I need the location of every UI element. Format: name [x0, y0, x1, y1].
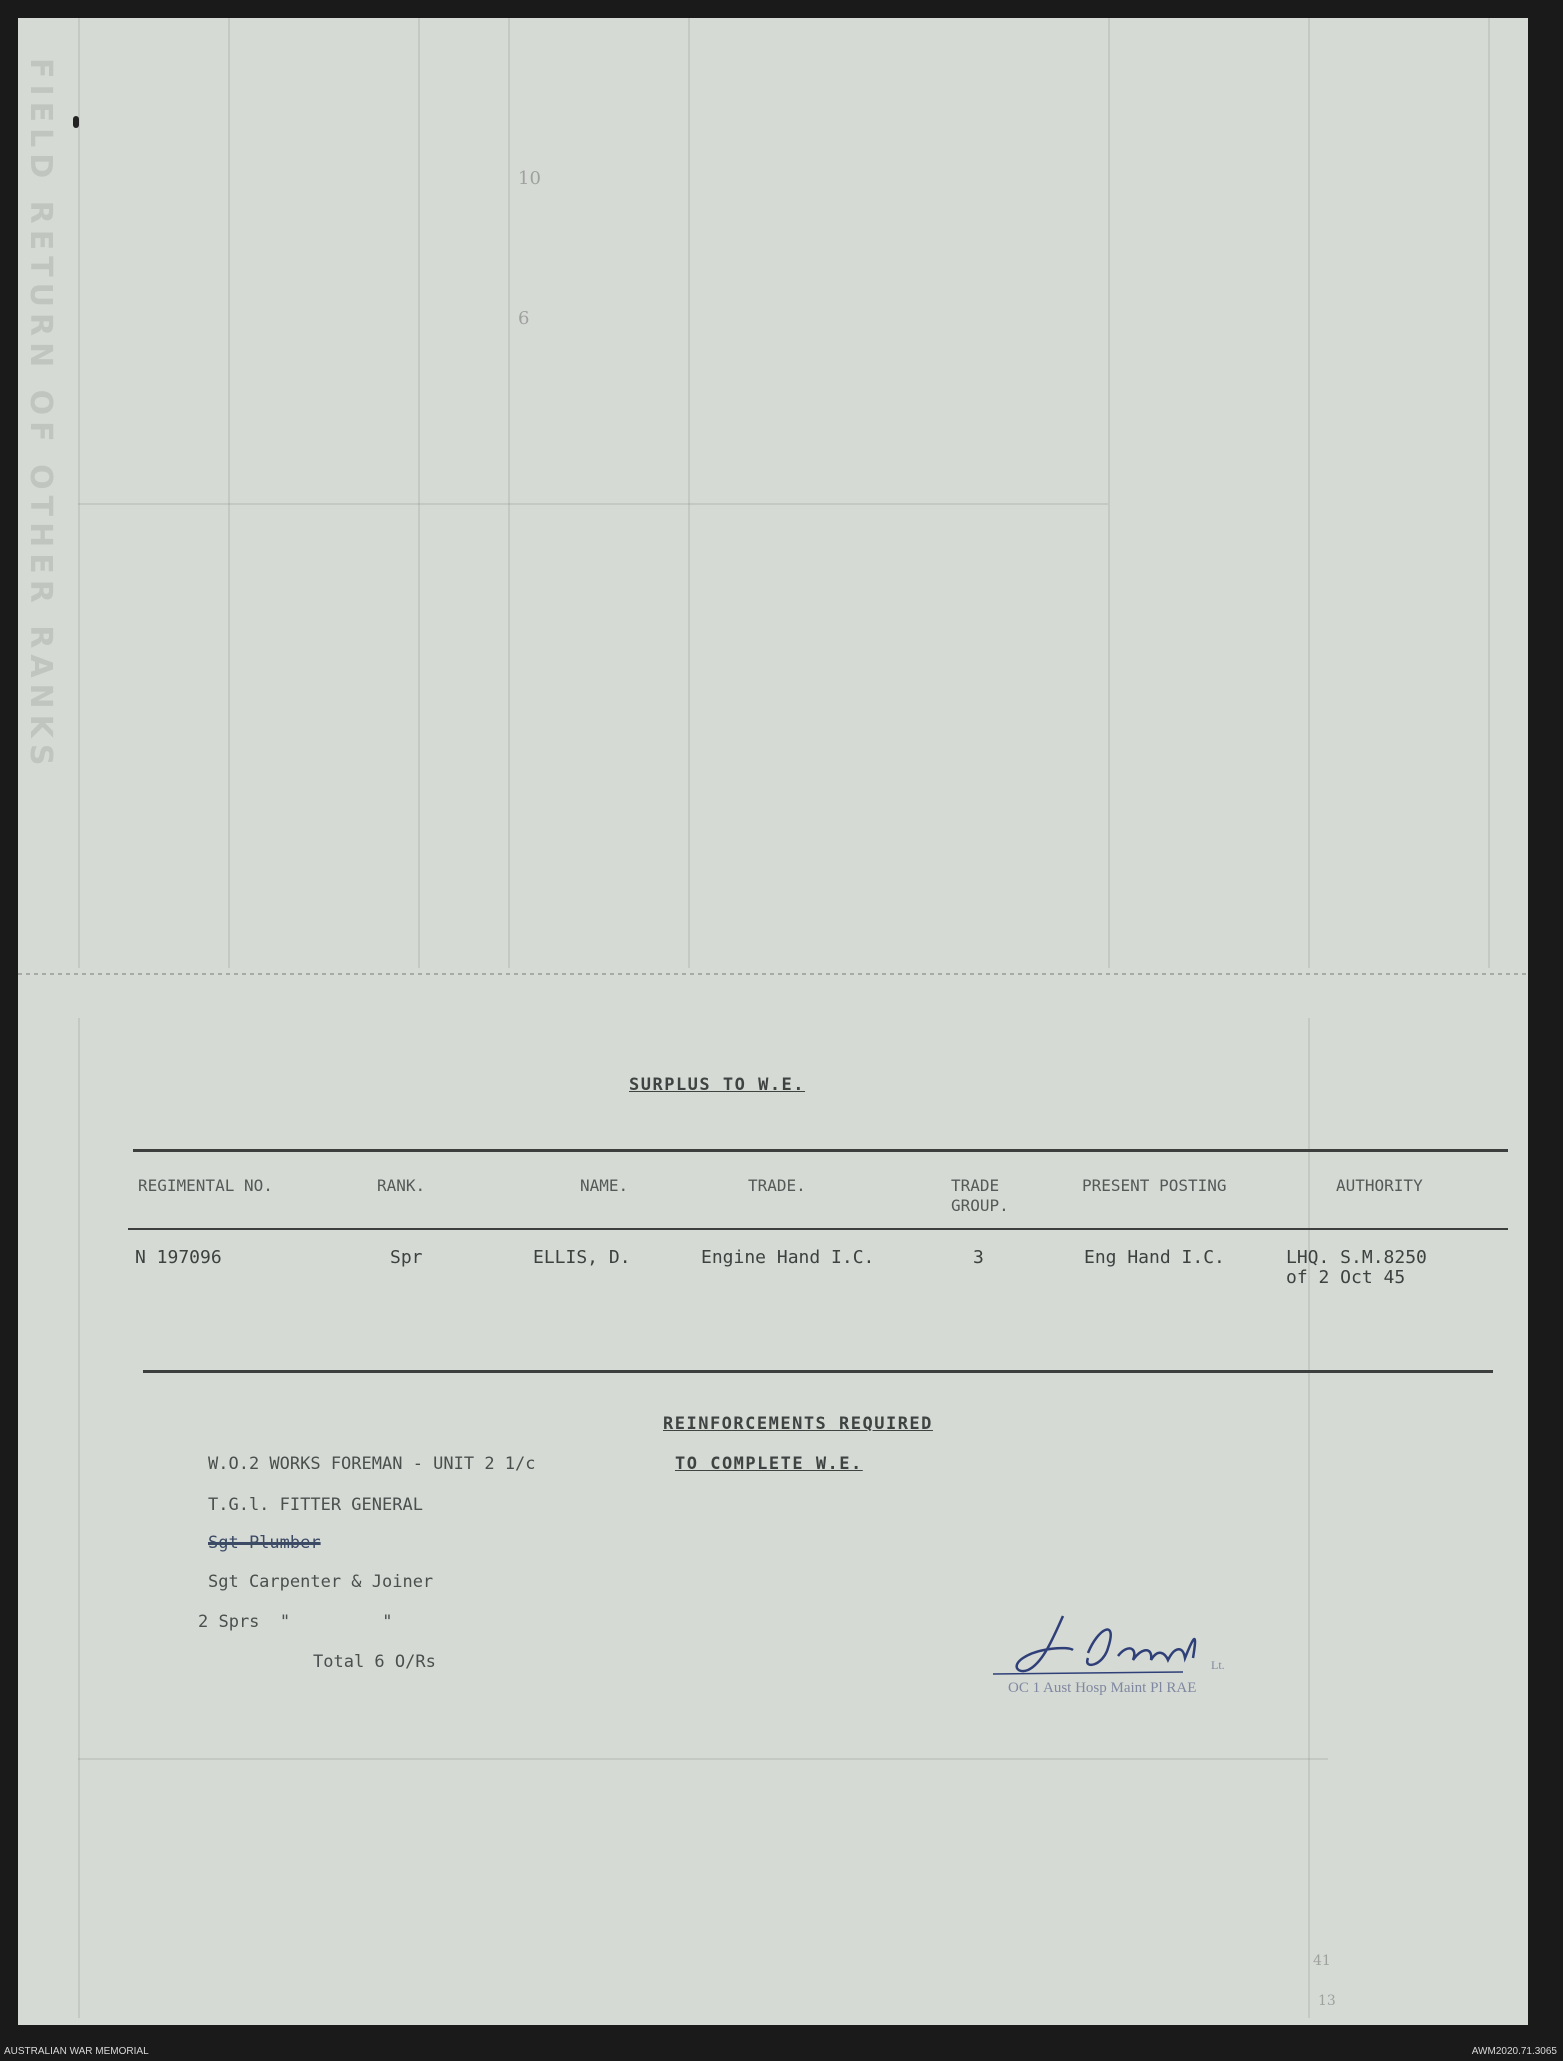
col-header-regimental-no: REGIMENTAL NO. [138, 1176, 273, 1195]
reinforcements-heading-line2: TO COMPLETE W.E. [675, 1454, 863, 1474]
ghost-rule [1108, 18, 1110, 968]
cell-authority-line2: of 2 Oct 45 [1286, 1267, 1406, 1288]
reinforcement-item: W.O.2 WORKS FOREMAN - UNIT 2 1/c [208, 1454, 536, 1474]
reinforcement-item: 2 Sprs " " [198, 1612, 393, 1632]
ghost-form-title: FIELD RETURN OF OTHER RANKS [23, 58, 58, 772]
ghost-rule [228, 18, 230, 968]
col-header-present-posting: PRESENT POSTING [1082, 1176, 1227, 1195]
col-header-trade-group-line1: TRADE [951, 1176, 1000, 1195]
ghost-rule [78, 1758, 1328, 1760]
col-header-trade-group-line2: GROUP. [951, 1196, 1009, 1215]
table-top-rule [133, 1149, 1508, 1152]
ghost-rule [78, 503, 1108, 505]
table-bottom-rule [143, 1370, 1493, 1373]
pencil-mark: 13 [1318, 1993, 1336, 2009]
ghost-rule [78, 1018, 80, 2018]
pencil-mark: 10 [518, 168, 541, 189]
col-header-authority: AUTHORITY [1336, 1176, 1423, 1195]
reinforcement-item: Sgt Carpenter & Joiner [208, 1572, 434, 1592]
signature-suffix: Lt. [1211, 1658, 1225, 1672]
ghost-rule [1308, 18, 1310, 968]
signature-mark [993, 1608, 1263, 1688]
document-sheet [18, 18, 1528, 2025]
col-header-trade: TRADE. [748, 1176, 806, 1195]
reinforcement-item: T.G.l. FITTER GENERAL [208, 1495, 423, 1515]
ghost-rule [1488, 18, 1490, 968]
cell-trade-group: 3 [973, 1247, 984, 1268]
ghost-rule [78, 18, 80, 968]
cell-regimental-no: N 197096 [135, 1247, 222, 1268]
punch-hole-mark [73, 116, 79, 128]
surplus-heading: SURPLUS TO W.E. [629, 1075, 806, 1095]
reinforcements-heading-line1: REINFORCEMENTS REQUIRED [663, 1414, 933, 1434]
ghost-rule [688, 18, 690, 968]
cell-trade: Engine Hand I.C. [701, 1247, 875, 1268]
col-header-name: NAME. [580, 1176, 629, 1195]
cell-authority [1286, 1248, 1427, 1288]
col-header-trade-group [951, 1176, 1009, 1216]
col-header-rank: RANK. [377, 1176, 426, 1195]
footer-left: AUSTRALIAN WAR MEMORIAL [4, 2046, 149, 2057]
ghost-rule [508, 18, 510, 968]
ghost-rule [1308, 1018, 1310, 2018]
ghost-rule [418, 18, 420, 968]
cell-present-posting: Eng Hand I.C. [1084, 1247, 1225, 1268]
cell-name: ELLIS, D. [533, 1247, 631, 1268]
reinforcement-total: Total 6 O/Rs [313, 1652, 436, 1672]
pencil-mark: 41 [1313, 1953, 1331, 1969]
reinforcement-item-struck: Sgt Plumber [208, 1533, 321, 1553]
cell-authority-line1: LHQ. S.M.8250 [1286, 1247, 1427, 1268]
cell-rank: Spr [390, 1247, 423, 1268]
fold-line [18, 973, 1528, 975]
table-header-rule [128, 1228, 1508, 1230]
pencil-mark: 6 [518, 308, 530, 329]
unit-stamp: OC 1 Aust Hosp Maint Pl RAE [1008, 1680, 1197, 1696]
footer-right: AWM2020.71.3065 [1471, 2046, 1557, 2057]
